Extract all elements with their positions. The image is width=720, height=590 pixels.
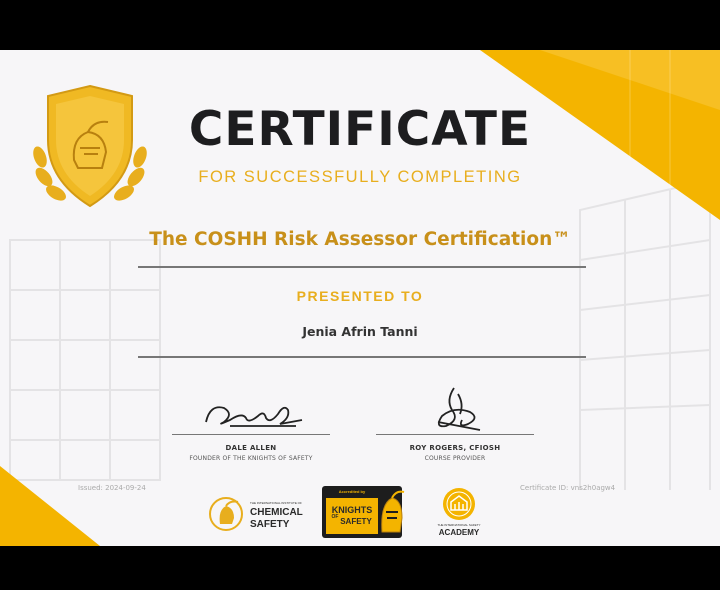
signatory-name-left: DALE ALLEN [225,444,277,452]
knights-line2: SAFETY [340,517,372,526]
knights-helmet-icon [378,486,406,538]
signature-dale-allen [200,390,310,432]
signature-roy-rogers [424,384,490,436]
divider-top [138,266,586,268]
course-name: The COSHH Risk Assessor Certification™ [149,229,571,250]
knights-line1: KNIGHTS [331,505,373,515]
recipient-name: Jenia Afrin Tanni [302,324,418,339]
presented-to-label: PRESENTED TO [296,288,424,304]
background-building-left [0,210,180,490]
chemical-small-text: THE INTERNATIONAL INSTITUTE OF [250,501,302,505]
certificate-subtitle: FOR SUCCESSFULLY COMPLETING [198,168,522,186]
yellow-corner-bottom-left [0,466,100,546]
certificate [0,50,720,546]
certificate-id: Certificate ID: vns2h0agw4 [520,484,616,492]
signature-line-right [376,434,534,435]
signature-line-left [172,434,330,435]
academy-crest-icon [440,486,478,522]
academy-small-text: THE INTERNATIONAL SAFETY [437,523,481,527]
signatory-role-right: COURSE PROVIDER [424,455,486,462]
academy-line1: ACADEMY [438,528,480,537]
signatory-role-left: FOUNDER OF THE KNIGHTS OF SAFETY [189,455,313,462]
knights-of: OF [331,514,339,520]
chemical-knight-icon [206,494,246,534]
certificate-title: CERTIFICATE [188,102,532,157]
chemical-line2: SAFETY [250,519,290,530]
issued-date: Issued: 2024-09-24 [78,484,146,492]
chemical-line1: CHEMICAL [250,507,303,518]
signatory-name-right: ROY ROGERS, CFIOSH [409,444,501,452]
divider-bottom [138,356,586,358]
knights-accredited: Accredited by [338,489,366,494]
